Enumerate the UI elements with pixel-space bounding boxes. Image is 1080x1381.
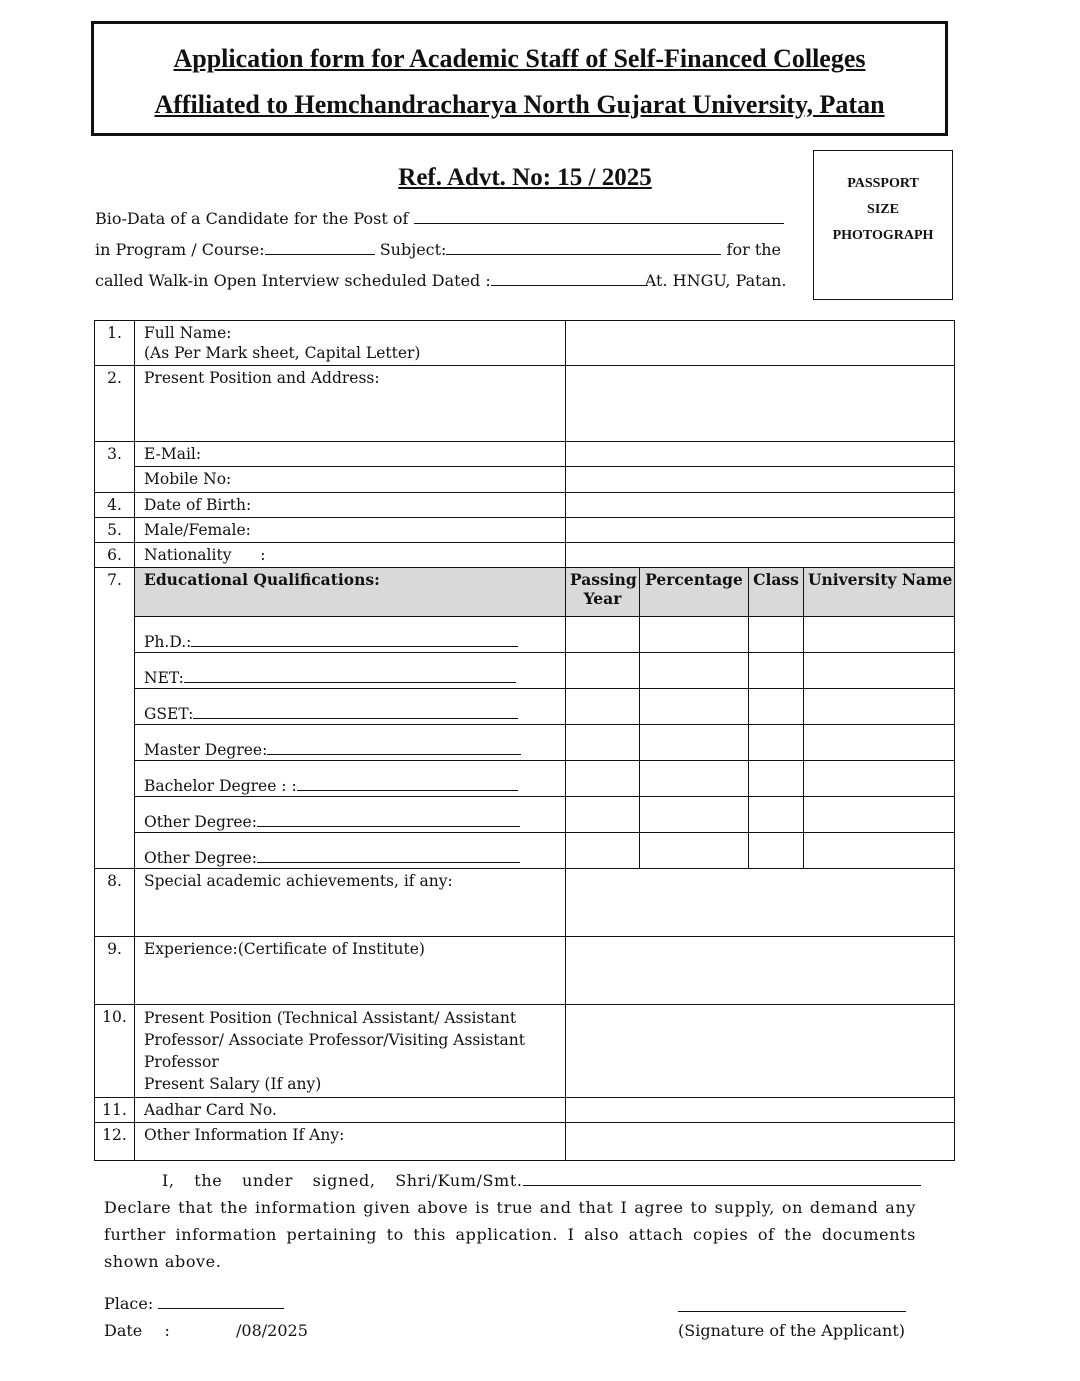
bio-program-row — [95, 240, 781, 259]
percentage-cell[interactable] — [640, 653, 749, 689]
mobile-label: Mobile No: — [135, 467, 566, 493]
ref-advt-number: Ref. Advt. No: 15 / 2025 — [398, 164, 652, 191]
row-full-name — [95, 321, 955, 366]
qualification-field[interactable] — [193, 704, 518, 719]
nationality-field[interactable] — [566, 543, 955, 568]
passing-year-cell[interactable] — [566, 617, 640, 653]
address-field[interactable] — [566, 366, 955, 442]
title-line-2: Affiliated to Hemchandracharya North Gujarat University, Patan — [154, 90, 885, 119]
position-label-2: Professor/ Associate Professor/Visiting Assistant — [144, 1031, 525, 1049]
university-cell[interactable] — [804, 617, 955, 653]
signature-line[interactable] — [678, 1311, 906, 1312]
col-year-text: Year — [583, 589, 622, 608]
university-cell[interactable] — [804, 761, 955, 797]
achievements-label: Special academic achievements, if any: — [135, 869, 566, 937]
bio-interview-row — [95, 271, 787, 290]
bio-post-row — [95, 209, 784, 228]
class-cell[interactable] — [749, 689, 804, 725]
title-line-1: Application form for Academic Staff of Self-Financed Colleges — [173, 44, 866, 73]
university-cell[interactable] — [804, 833, 955, 869]
declaration-body: Declare that the information given above is true and that I agree to supply, on demand any further information pertaining to this application. I also attach copies of the documents shown above. — [104, 1198, 916, 1271]
at-label: At. HNGU, Patan. — [644, 271, 787, 290]
university-cell[interactable] — [804, 797, 955, 833]
experience-label: Experience:(Certificate of Institute) — [135, 937, 566, 1005]
col-class: Class — [749, 568, 804, 617]
class-cell[interactable] — [749, 833, 804, 869]
qualification-label: GSET: — [144, 705, 194, 723]
passing-year-cell[interactable] — [566, 797, 640, 833]
passing-year-cell[interactable] — [566, 761, 640, 797]
passing-year-cell[interactable] — [566, 833, 640, 869]
dob-label: Date of Birth: — [135, 493, 566, 518]
full-name-label: Full Name: — [144, 324, 232, 342]
achievements-field[interactable] — [566, 869, 955, 937]
experience-field[interactable] — [566, 937, 955, 1005]
post-label: Bio-Data of a Candidate for the Post of — [95, 209, 409, 228]
row-number: 8. — [95, 869, 135, 937]
signature-label: (Signature of the Applicant) — [678, 1321, 906, 1340]
row-experience — [95, 937, 955, 1005]
row-nationality — [95, 543, 955, 568]
qualification-row — [95, 617, 955, 653]
nationality-colon: : — [260, 546, 266, 564]
declaration — [104, 1167, 916, 1275]
col-percentage: Percentage — [640, 568, 749, 617]
qualification-label: NET: — [144, 669, 184, 687]
qualification-field[interactable] — [191, 632, 518, 647]
dob-field[interactable] — [566, 493, 955, 518]
university-cell[interactable] — [804, 725, 955, 761]
subject-label: Subject: — [379, 240, 447, 259]
qualification-field[interactable] — [267, 740, 521, 755]
date-value[interactable]: /08/2025 — [236, 1321, 308, 1340]
row-achievements — [95, 869, 955, 937]
col-passing-text: Passing — [570, 570, 637, 589]
row-gender — [95, 518, 955, 543]
aadhar-field[interactable] — [566, 1098, 955, 1123]
row-number: 3. — [95, 442, 135, 467]
row-number: 7. — [95, 568, 135, 617]
position-label-1: Present Position (Technical Assistant/ Assistant — [144, 1009, 517, 1027]
col-passing-year — [566, 568, 640, 617]
position-label-3: Professor — [144, 1053, 219, 1071]
percentage-cell[interactable] — [640, 689, 749, 725]
place-field[interactable] — [158, 1294, 284, 1309]
university-cell[interactable] — [804, 689, 955, 725]
photo-label-1: PASSPORT — [847, 176, 919, 191]
place-row — [104, 1294, 284, 1313]
present-position-field[interactable] — [566, 1005, 955, 1098]
row-address — [95, 366, 955, 442]
percentage-cell[interactable] — [640, 725, 749, 761]
row-number: 5. — [95, 518, 135, 543]
date-label: Date — [104, 1321, 143, 1340]
col-university-name: University Name — [804, 568, 955, 617]
row-other-info — [95, 1123, 955, 1161]
email-label: E-Mail: — [135, 442, 566, 467]
declarant-name-field[interactable] — [523, 1171, 921, 1186]
row-number: 9. — [95, 937, 135, 1005]
aadhar-label: Aadhar Card No. — [135, 1098, 566, 1123]
class-cell[interactable] — [749, 725, 804, 761]
row-number: 2. — [95, 366, 135, 442]
percentage-cell[interactable] — [640, 797, 749, 833]
percentage-cell[interactable] — [640, 617, 749, 653]
class-cell[interactable] — [749, 797, 804, 833]
row-present-position — [95, 1005, 955, 1098]
program-field[interactable] — [265, 240, 375, 255]
qualification-label: Master Degree: — [144, 741, 268, 759]
email-field[interactable] — [566, 442, 955, 467]
qualification-label: Bachelor Degree : : — [144, 777, 297, 795]
photo-label-2: SIZE — [867, 202, 899, 217]
class-cell[interactable] — [749, 761, 804, 797]
percentage-cell[interactable] — [640, 833, 749, 869]
gender-label: Male/Female: — [135, 518, 566, 543]
passport-photo-box[interactable] — [813, 150, 953, 300]
percentage-cell[interactable] — [640, 761, 749, 797]
class-cell[interactable] — [749, 617, 804, 653]
other-info-field[interactable] — [566, 1123, 955, 1161]
row-mobile — [95, 467, 955, 493]
date-row — [104, 1321, 308, 1340]
nationality-label: Nationality — [144, 546, 232, 564]
row-number: 6. — [95, 543, 135, 568]
row-dob — [95, 493, 955, 518]
row-number: 10. — [95, 1005, 135, 1098]
row-email — [95, 442, 955, 467]
qualification-label: Other Degree: — [144, 849, 257, 867]
title-box — [91, 21, 948, 136]
post-field[interactable] — [414, 209, 784, 224]
for-the-text: for the — [726, 240, 782, 259]
qualification-row — [95, 725, 955, 761]
row-number: 4. — [95, 493, 135, 518]
row-number: 12. — [95, 1123, 135, 1161]
address-label: Present Position and Address: — [135, 366, 566, 442]
qualification-label: Ph.D.: — [144, 633, 192, 651]
education-label: Educational Qualifications: — [135, 568, 566, 617]
qualification-row — [95, 653, 955, 689]
declaration-line1: I, the under signed, Shri/Kum/Smt. — [162, 1171, 523, 1190]
place-label: Place: — [104, 1294, 154, 1313]
other-info-label: Other Information If Any: — [135, 1123, 566, 1161]
row-education-header — [95, 568, 955, 617]
qualification-row — [95, 689, 955, 725]
qualification-label: Other Degree: — [144, 813, 257, 831]
interview-date-field[interactable] — [491, 271, 645, 286]
full-name-sublabel: (As Per Mark sheet, Capital Letter) — [144, 344, 421, 362]
passing-year-cell[interactable] — [566, 725, 640, 761]
qualification-field[interactable] — [257, 812, 520, 827]
gender-field[interactable] — [566, 518, 955, 543]
subject-field[interactable] — [446, 240, 721, 255]
row-aadhar — [95, 1098, 955, 1123]
class-cell[interactable] — [749, 653, 804, 689]
photo-label-3: PHOTOGRAPH — [832, 228, 934, 243]
interview-label: called Walk-in Open Interview scheduled Dated : — [95, 271, 491, 290]
row-number: 11. — [95, 1098, 135, 1123]
row-number: 1. — [95, 321, 135, 366]
university-cell[interactable] — [804, 653, 955, 689]
passing-year-cell[interactable] — [566, 653, 640, 689]
qualification-field[interactable] — [297, 776, 518, 791]
qualification-row — [95, 797, 955, 833]
program-label: in Program / Course: — [95, 240, 265, 259]
qualification-row — [95, 833, 955, 869]
salary-label: Present Salary (If any) — [144, 1075, 322, 1093]
mobile-field[interactable] — [566, 467, 955, 493]
date-colon: : — [164, 1321, 170, 1340]
qualification-row — [95, 761, 955, 797]
qualification-field[interactable] — [257, 848, 520, 863]
full-name-field[interactable] — [566, 321, 955, 366]
qualification-field[interactable] — [184, 668, 516, 683]
application-form-table — [94, 320, 955, 1161]
passing-year-cell[interactable] — [566, 689, 640, 725]
